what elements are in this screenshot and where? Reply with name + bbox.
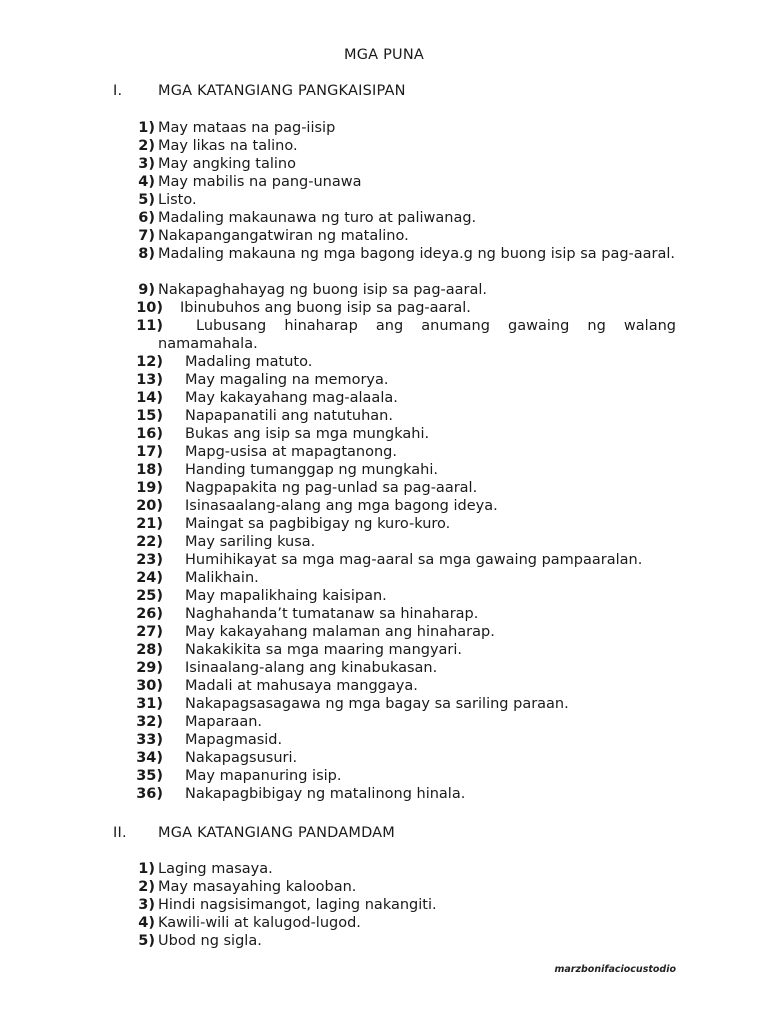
item-number: 19): [136, 480, 163, 496]
item-number: 25): [136, 588, 163, 604]
section-roman-numeral: II.: [113, 825, 127, 841]
item-number: 15): [136, 408, 163, 424]
item-number: 3): [138, 156, 155, 172]
item-text: Listo.: [158, 192, 197, 208]
item-number: 28): [136, 642, 163, 658]
item-text: May mabilis na pang-unawa: [158, 174, 362, 190]
section-title: MGA KATANGIANG PANDAMDAM: [158, 825, 396, 841]
item-text: Kawili-wili at kalugod-lugod.: [158, 915, 361, 931]
item-text: Nakapangangatwiran ng matalino.: [158, 228, 409, 244]
item-text: May likas na talino.: [158, 138, 298, 154]
item-number: 27): [136, 624, 163, 640]
section-2-list: [0, 860, 768, 950]
list-item: [0, 425, 768, 443]
item-number: 6): [138, 210, 155, 226]
item-number: 21): [136, 516, 163, 532]
list-item: [0, 227, 768, 245]
section-1-list: [0, 119, 768, 803]
list-item: [0, 677, 768, 695]
item-number: 1): [138, 861, 155, 877]
list-item: [0, 605, 768, 623]
item-text: Ubod ng sigla.: [158, 933, 262, 949]
item-number: 4): [138, 915, 155, 931]
item-number: 23): [136, 552, 163, 568]
item-number: 2): [138, 879, 155, 895]
item-text: Ibinubuhos ang buong isip sa pag-aaral.: [180, 300, 471, 316]
section-heading-1: [113, 83, 406, 99]
item-text: Maparaan.: [185, 714, 263, 730]
item-text: Mapg-usisa at mapagtanong.: [185, 444, 397, 460]
item-number: 7): [138, 228, 155, 244]
list-item: [0, 371, 768, 389]
item-text: May mataas na pag-iisip: [158, 120, 336, 136]
list-item: [0, 569, 768, 587]
section-roman-numeral: I.: [113, 83, 123, 99]
list-item: [0, 497, 768, 515]
item-text: May magaling na memorya.: [185, 372, 389, 388]
item-number: 35): [136, 768, 163, 784]
item-number: 4): [138, 174, 155, 190]
item-text: Naghahanda’t tumatanaw sa hinaharap.: [185, 606, 479, 622]
item-text: May angking talino: [158, 156, 296, 172]
list-item: [0, 407, 768, 425]
list-item: [0, 209, 768, 227]
list-item: [0, 281, 768, 299]
item-text: Mapagmasid.: [185, 732, 283, 748]
list-item: [0, 533, 768, 551]
item-number: 5): [138, 933, 155, 949]
item-text: Madaling matuto.: [185, 354, 313, 370]
item-text: May mapanuring isip.: [185, 768, 342, 784]
list-item: [0, 587, 768, 605]
list-item: [0, 932, 768, 950]
item-text: Madaling makauna ng mga bagong ideya.g ng buong isip sa pag-aaral.: [158, 246, 676, 262]
item-number: 14): [136, 390, 163, 406]
item-text: May sariling kusa.: [185, 534, 316, 550]
list-item: [0, 767, 768, 785]
item-number: 24): [136, 570, 163, 586]
list-item: [0, 137, 768, 155]
item-number: 3): [138, 897, 155, 913]
item-text: Maingat sa pagbibigay ng kuro-kuro.: [185, 516, 451, 532]
item-number: 32): [136, 714, 163, 730]
list-item: [0, 914, 768, 932]
item-number: 33): [136, 732, 163, 748]
list-item: [0, 389, 768, 407]
item-text: May kakayahang malaman ang hinaharap.: [185, 624, 495, 640]
item-text: Malikhain.: [185, 570, 259, 586]
list-item: [0, 623, 768, 641]
item-number: 8): [138, 246, 155, 262]
list-item: [0, 317, 768, 353]
list-item: [0, 749, 768, 767]
item-number: 9): [138, 282, 155, 298]
item-number: 12): [136, 354, 163, 370]
list-item: [0, 641, 768, 659]
item-text: Nakapagbibigay ng matalinong hinala.: [185, 786, 466, 802]
item-text: Isinaalang-alang ang kinabukasan.: [185, 660, 438, 676]
item-text: Humihikayat sa mga mag-aaral sa mga gawaing pampaaralan.: [185, 552, 643, 568]
list-item: [0, 860, 768, 878]
list-item: [0, 173, 768, 191]
list-item: [0, 245, 768, 281]
list-item: [0, 191, 768, 209]
item-text: Nagpapakita ng pag-unlad sa pag-aaral.: [185, 480, 478, 496]
page-title: MGA PUNA: [344, 47, 424, 63]
list-item: [0, 785, 768, 803]
list-item: [0, 695, 768, 713]
list-item: [0, 515, 768, 533]
item-number: 17): [136, 444, 163, 460]
item-text: Madali at mahusaya manggaya.: [185, 678, 418, 694]
item-number: 10): [136, 300, 163, 316]
list-item: [0, 461, 768, 479]
item-text: Handing tumanggap ng mungkahi.: [185, 462, 438, 478]
item-text: Nakapagsusuri.: [185, 750, 298, 766]
item-number: 26): [136, 606, 163, 622]
section-heading-2: [113, 825, 395, 841]
list-item: [0, 896, 768, 914]
list-item: [0, 353, 768, 371]
item-number: 13): [136, 372, 163, 388]
list-item: [0, 731, 768, 749]
item-text: Hindi nagsisimangot, laging nakangiti.: [158, 897, 437, 913]
list-item: [0, 713, 768, 731]
item-text: Napapanatili ang natutuhan.: [185, 408, 393, 424]
list-item: [0, 551, 768, 569]
item-number: 22): [136, 534, 163, 550]
item-number: 31): [136, 696, 163, 712]
item-number: 36): [136, 786, 163, 802]
item-number: 34): [136, 750, 163, 766]
item-text: May kakayahang mag-alaala.: [185, 390, 398, 406]
item-text: Nakapaghahayag ng buong isip sa pag-aaral.: [158, 282, 488, 298]
list-item: [0, 155, 768, 173]
item-number: 5): [138, 192, 155, 208]
section-title: MGA KATANGIANG PANGKAISIPAN: [158, 83, 406, 99]
item-number: 1): [138, 120, 155, 136]
list-item: [0, 659, 768, 677]
item-number: 29): [136, 660, 163, 676]
item-text: May masayahing kalooban.: [158, 879, 357, 895]
list-item: [0, 878, 768, 896]
item-number: 16): [136, 426, 163, 442]
item-number: 11): [136, 318, 163, 334]
item-text: May mapalikhaing kaisipan.: [185, 588, 387, 604]
item-number: 2): [138, 138, 155, 154]
item-text: Madaling makaunawa ng turo at paliwanag.: [158, 210, 477, 226]
item-text: Nakapagsasagawa ng mga bagay sa sariling paraan.: [185, 696, 569, 712]
list-item: [0, 299, 768, 317]
item-text: Laging masaya.: [158, 861, 273, 877]
item-text: Isinasaalang-alang ang mga bagong ideya.: [185, 498, 498, 514]
item-text: Lubusang hinaharap ang anumang gawaing ng walang namamahala.: [158, 318, 676, 352]
list-item: [0, 443, 768, 461]
item-number: 18): [136, 462, 163, 478]
item-number: 30): [136, 678, 163, 694]
item-text: Nakakikita sa mga maaring mangyari.: [185, 642, 463, 658]
list-item: [0, 479, 768, 497]
list-item: [0, 119, 768, 137]
item-number: 20): [136, 498, 163, 514]
footer-credit: marzbonifaciocustodio: [554, 964, 676, 975]
item-text: Bukas ang isip sa mga mungkahi.: [185, 426, 430, 442]
